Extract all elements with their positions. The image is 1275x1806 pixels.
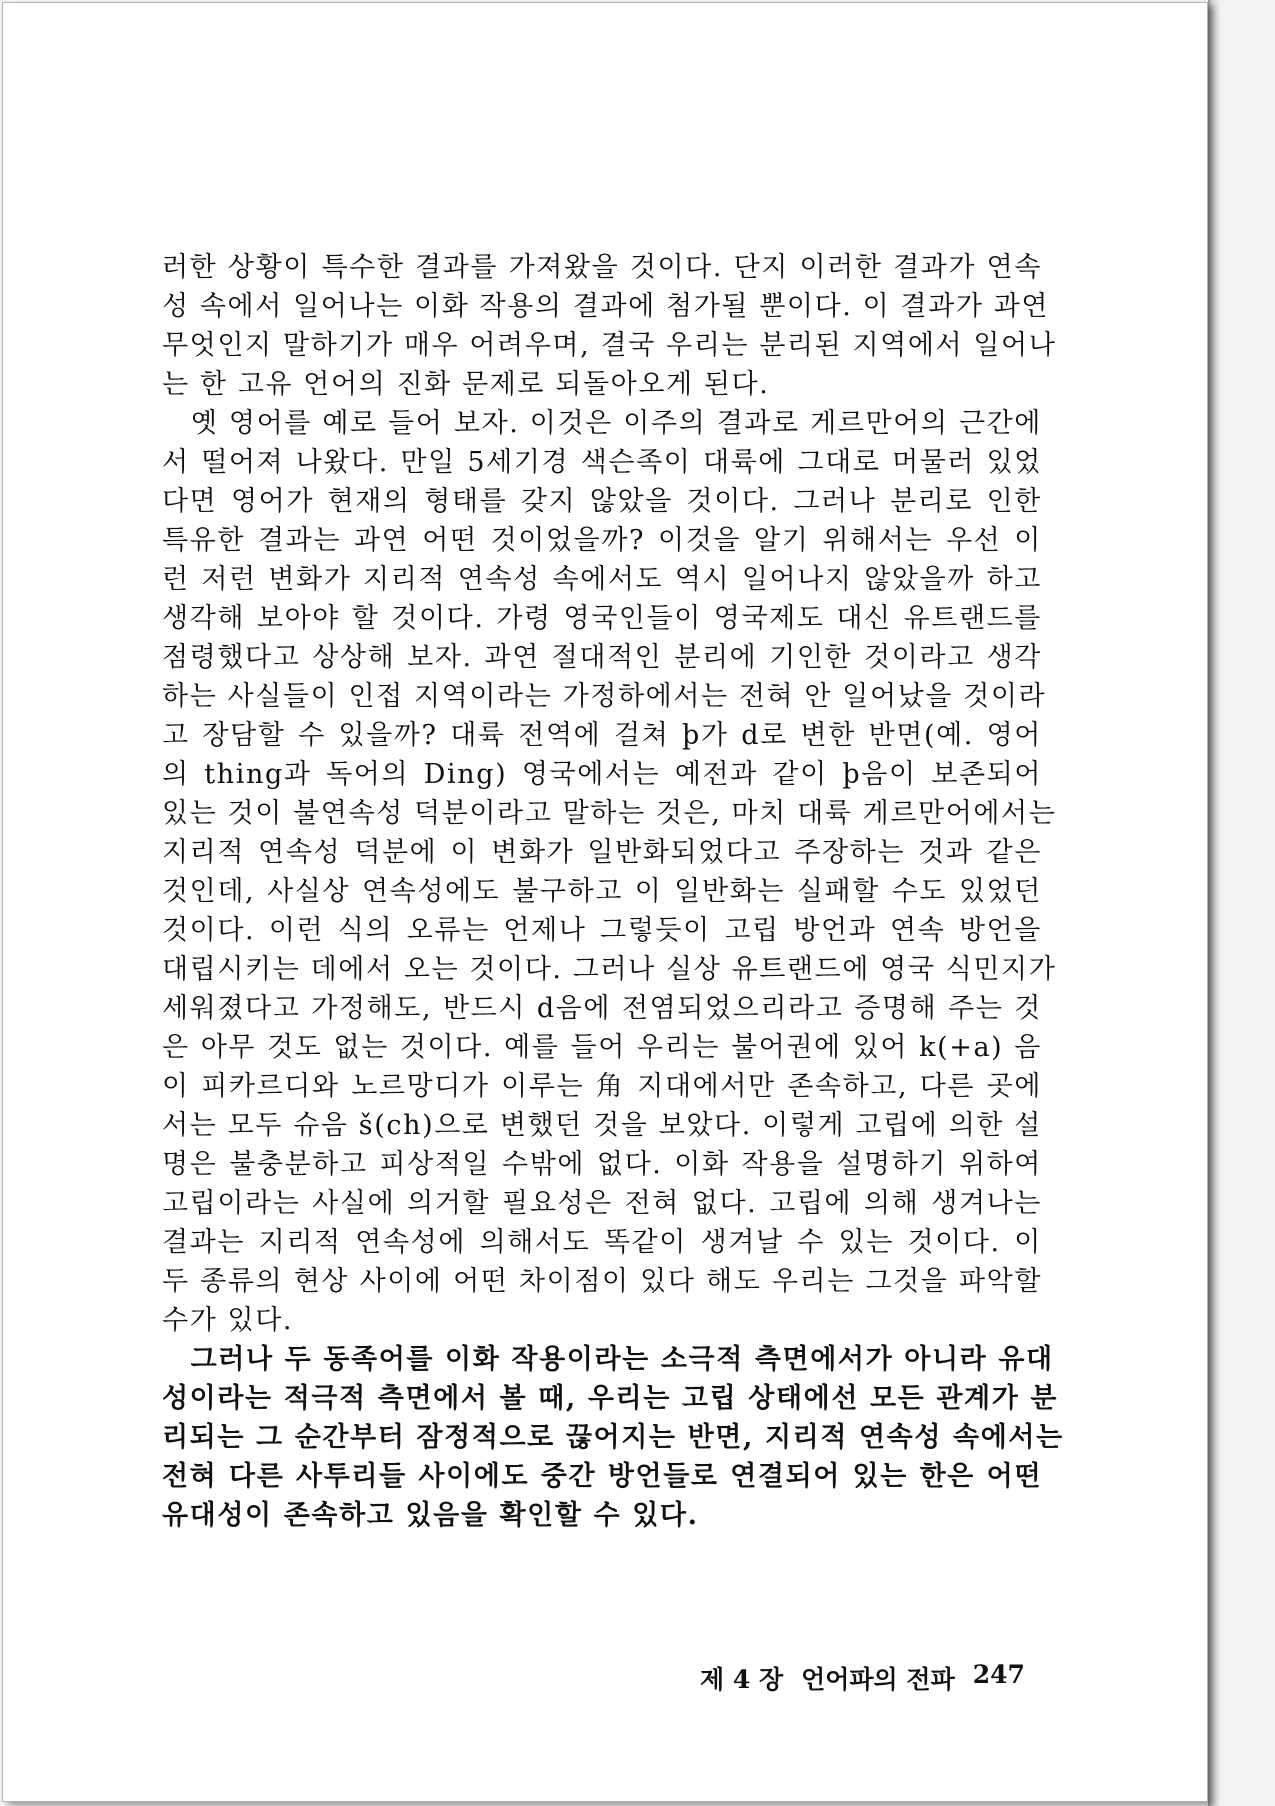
body-text [162,248,1064,1535]
chapter-number: 제 4 장 [700,1665,784,1694]
text-line: 는 한 고유 언어의 진화 문제로 되돌아오게 된다. [162,369,770,400]
text-line: 점령했다고 상상해 보자. 과연 절대적인 분리에 기인한 것이라고 생각 [162,642,1042,673]
text-line: 리되는 그 순간부터 잠정적으로 끊어지는 반면, 지리적 연속성 속에서는 [162,1422,1064,1453]
text-line: 유대성이 존속하고 있음을 확인할 수 있다. [162,1500,699,1531]
text-line: 것이다. 이런 식의 오류는 언제나 그렇듯이 고립 방언과 연속 방언을 [162,915,1042,946]
text-line: 성 속에서 일어나는 이화 작용의 결과에 첨가될 뿐이다. 이 결과가 과연 [162,291,1050,322]
text-line: 성이라는 적극적 측면에서 볼 때, 우리는 고립 상태에선 모든 관계가 분 [162,1383,1059,1414]
page-edge-shadow [1208,0,1220,1806]
text-line: 있는 것이 불연속성 덕분이라고 말하는 것은, 마치 대륙 게르만어에서는 [162,798,1057,829]
text-line: 하는 사실들이 인접 지역이라는 가정하에서는 전혀 안 일어났을 것이라 [162,681,1047,712]
text-line: 의 thing과 독어의 Ding) 영국에서는 예전과 같이 þ음이 보존되어 [162,759,1042,790]
text-line: 대립시키는 데에서 오는 것이다. 그러나 실상 유트랜드에 영국 식민지가 [162,954,1057,985]
page-footer [700,1660,1025,1696]
text-line: 생각해 보아야 할 것이다. 가령 영국인들이 영국제도 대신 유트랜드를 [162,603,1042,634]
text-line: 러한 상황이 특수한 결과를 가져왔을 것이다. 단지 이러한 결과가 연속 [162,252,1042,283]
text-line: 두 종류의 현상 사이에 어떤 차이점이 있다 해도 우리는 그것을 파악할 [162,1266,1042,1297]
text-line: 특유한 결과는 과연 어떤 것이었을까? 이것을 알기 위해서는 우선 이 [162,525,1042,556]
text-line: 고립이라는 사실에 의거할 필요성은 전혀 없다. 고립에 의해 생겨나는 [162,1188,1042,1219]
text-line: 다면 영어가 현재의 형태를 갖지 않았을 것이다. 그러나 분리로 인한 [162,486,1042,517]
text-line: 것인데, 사실상 연속성에도 불구하고 이 일반화는 실패할 수도 있었던 [162,876,1042,907]
text-line: 수가 있다. [162,1305,294,1336]
text-line: 서는 모두 슈음 š(ch)으로 변했던 것을 보았다. 이렇게 고립에 의한 설 [162,1110,1042,1141]
text-line: 서 떨어져 나왔다. 만일 5세기경 색슨족이 대륙에 그대로 머물러 있었 [162,447,1042,478]
text-line: 무엇인지 말하기가 매우 어려우며, 결국 우리는 분리된 지역에서 일어나 [162,330,1057,361]
text-line: 런 저런 변화가 지리적 연속성 속에서도 역시 일어나지 않았을까 하고 [162,564,1042,595]
text-line: 그러나 두 동족어를 이화 작용이라는 소극적 측면에서가 아니라 유대 [162,1344,1054,1375]
page-number: 247 [972,1660,1025,1689]
text-line: 세워졌다고 가정해도, 반드시 d음에 전염되었으리라고 증명해 주는 것 [162,993,1042,1024]
text-line: 이 피카르디와 노르망디가 이루는 角 지대에서만 존속하고, 다른 곳에 [162,1071,1042,1102]
text-line: 결과는 지리적 연속성에 의해서도 똑같이 생겨날 수 있는 것이다. 이 [162,1227,1042,1258]
text-line: 옛 영어를 예로 들어 보자. 이것은 이주의 결과로 게르만어의 근간에 [162,408,1042,439]
text-line: 지리적 연속성 덕분에 이 변화가 일반화되었다고 주장하는 것과 같은 [162,837,1042,868]
text-line: 은 아무 것도 없는 것이다. 예를 들어 우리는 불어권에 있어 k(+a) 음 [162,1032,1042,1063]
text-line: 고 장담할 수 있을까? 대륙 전역에 걸쳐 þ가 d로 변한 반면(예. 영어 [162,720,1042,751]
text-line: 전혀 다른 사투리들 사이에도 중간 방언들로 연결되어 있는 한은 어떤 [162,1461,1042,1492]
text-line: 명은 불충분하고 피상적일 수밖에 없다. 이화 작용을 설명하기 위하여 [162,1149,1042,1180]
chapter-title: 언어파의 전파 [801,1665,955,1694]
